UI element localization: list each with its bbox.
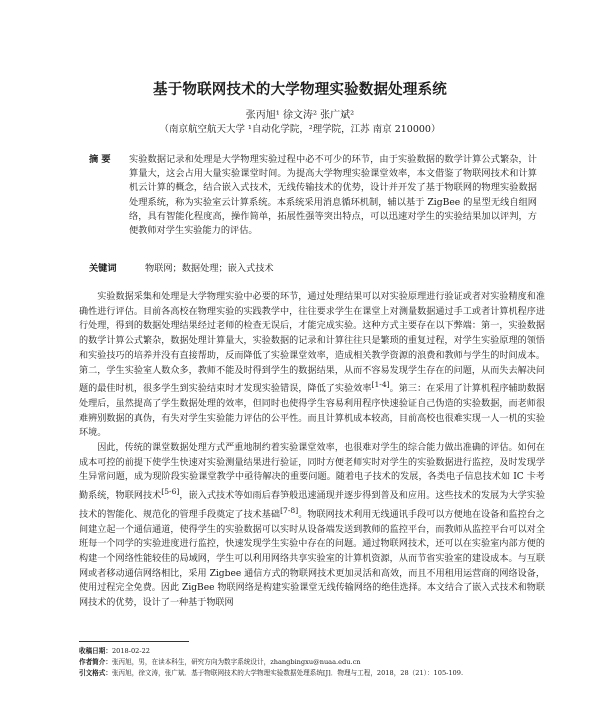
- body-text: [79, 290, 545, 611]
- keywords-label: 关键词: [89, 263, 117, 274]
- body-paragraph-2-text: 因此，传统的课堂数据处理方式严重地制约着实验课堂效率，也很难对学生的综合能力做出准确的评估。如何在成本可控的前提下使学生快速对实验测量结果进行验证，同时方便老师实时对学生的实验数据进行监控，及时发现学生异常问题，成为现阶段实验课堂教学中亟待解决的重要问题。随着电子技术的发展，各类电子信息技术如 IC 卡考勤系统，物联网技术: [79, 443, 545, 502]
- footnote-received-label: 收稿日期：: [79, 647, 112, 655]
- body-paragraph-2-cont2: 。物联网技术利用无线通讯手段可以方便地在设备和监控台之间建立起一个通信通道，使得学生的实验数据可以实时从设备端发送到教师的监控平台，而教师从监控平台可以对全班每一个同学的实验进度进行监控，快速发现学生实验中存在的问题。通过物联网技术，还可以在实验室内部方便的构建一个网络性能较佳的局域网，学生可以利用网络共享实验室的计算机资源，从而节省实验室的建设成本。与互联网或者移动通信网络相比，采用 Zigbee 通信方式的物联网技术更加灵活和高效，而且不用租用运营商的网络设备，使用过程完全免费。因此 ZigBee 物联网络是构建实验课堂无线传输网络的绝佳选择。本文结合了嵌入式技术和物联网技术的优势，设计了一种基于物联网: [79, 509, 545, 609]
- article-affiliation: （南京航空航天大学 ¹自动化学院，²理学院，江苏 南京 210000）: [159, 124, 441, 135]
- footnote-received: [79, 646, 549, 657]
- footnote-received-value: 2018-02-22: [111, 647, 150, 655]
- footnote-author: [79, 657, 549, 668]
- citation-ref: [5-6]: [161, 487, 180, 497]
- footnote-author-value: 张丙旭，男，在读本科生，研究方向为数字系统设计，zhangbingxu@nuaa.edu.cn: [111, 658, 361, 666]
- keywords-text: 物联网；数据处理；嵌入式技术: [145, 263, 274, 274]
- body-paragraph-1-text: 实验数据采集和处理是大学物理实验中必要的环节，通过处理结果可以对实验原理进行验证或者对实验精度和准确性进行评估。目前各高校在物理实验的实践教学中，往往要求学生在课堂上对测量数据通过手工或者计算机程序进行处理，得到的数据处理结果经过老师的检查无误后，才能完成实验。这种方式主要存在以下弊端：第一，实验数据的数学计算公式繁杂，数据处理计算量大，实验数据的记录和计算往往只是繁琐的重复过程，对学生实验原理的领悟和实验技巧的培养并没有直接帮助，反而降低了实验课堂效率，造成相关教学资源的浪费和教师与学生的时间成本。第二，学生实验室人数众多，教师不能及时得到学生的数据结果，从而不容易发现学生存在的问题，从而失去解决问题的最佳时机，很多学生到实验结束时才发现实验错误，降低了实验效率: [79, 292, 545, 395]
- abstract-block: [91, 153, 537, 238]
- footnote-citation-label: 引文格式：: [79, 669, 112, 677]
- footnote-citation: [79, 668, 549, 679]
- article-authors: 张丙旭¹ 徐文涛² 张广斌²: [245, 110, 355, 121]
- body-paragraph-2-cont: ，嵌入式技术等如雨后春笋般迅速涌现并逐步得到普及和应用。这些技术的发展为大学实验技术的智能化、规范化的管理手段奠定了技术基础: [79, 491, 545, 520]
- footnote-divider: [79, 641, 189, 642]
- footnotes: [79, 646, 549, 679]
- article-title: 基于物联网技术的大学物理实验数据处理系统: [153, 81, 447, 98]
- abstract-label: 摘 要: [89, 154, 111, 165]
- citation-ref: [1-4]: [371, 380, 390, 390]
- keywords-block: [91, 262, 537, 276]
- body-paragraph-2: [79, 441, 545, 611]
- body-paragraph-1: [79, 290, 545, 441]
- body-paragraph-1-cont: 。第三：在采用了计算机程序辅助数据处理后，虽然提高了学生数据处理的效率，但同时也使得学生容易利用程序快速验证自己伪造的实验数据，而老师很难辨别数据的真伪，有失对学生实验能力评估的公平性。而且计算机成本较高，目前高校也很难实现一人一机的实验环境。: [79, 384, 545, 439]
- footnote-author-label: 作者简介：: [79, 658, 112, 666]
- abstract-text: 实验数据记录和处理是大学物理实验过程中必不可少的环节，由于实验数据的数学计算公式繁杂，计算量大，这会占用大量实验课堂时间。为提高大学物理实验课堂效率，本文借鉴了物联网技术和计算机云计算的概念，结合嵌入式技术，无线传输技术的优势，设计并开发了基于物联网的物理实验数据处理系统，称为实验室云计算系统。本系统采用消息循环机制，辅以基于 ZigBee 的星型无线自组网络，具有智能化程度高，操作简单，拓展性强等突出特点，可以迅速对学生的实验结果加以评判，方便教师对学生实验能力的评估。: [129, 154, 537, 237]
- citation-ref: [7-8]: [280, 505, 299, 515]
- footnote-citation-value: 张丙旭，徐文涛，张广斌．基于物联网技术的大学物理实验数据处理系统[J]．物理与工程，2018，28（21）：105-109.: [111, 669, 464, 677]
